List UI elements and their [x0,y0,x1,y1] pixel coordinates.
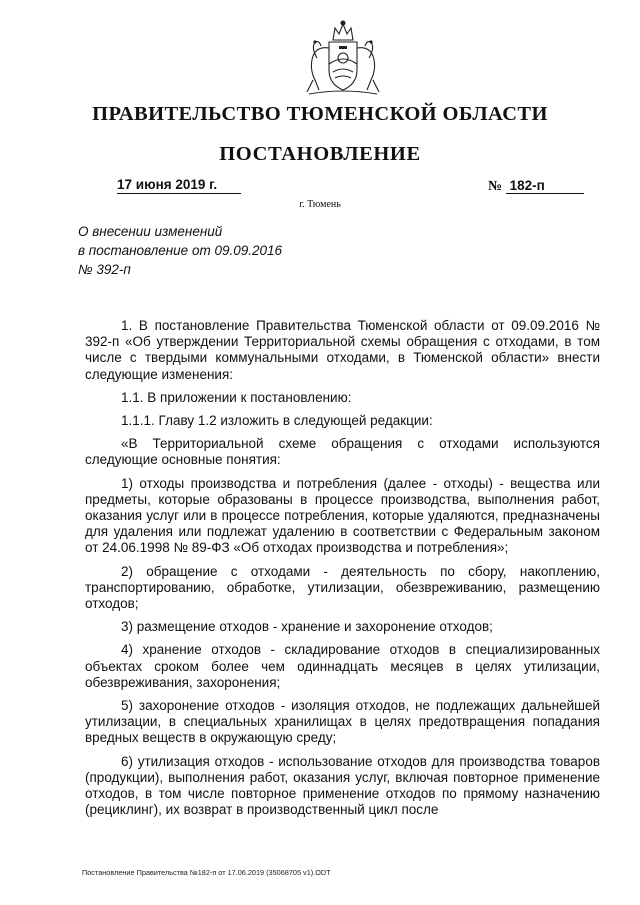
body-paragraph: 2) обращение с отходами - деятельность по сбору, накоплению, транспортированию, обработке, утилизации, обезвреживанию, размещению отходов; [85,563,600,612]
subject-line: № 392-п [78,262,131,277]
body-paragraph: 1. В постановление Правительства Тюменской области от 09.09.2016 № 392-п «Об утверждении Территориальной схемы обращения с отходами, в том числе с твердыми коммунальными отходами, в Тюменской области» внести следующие изменения: [85,318,600,382]
document-type-title: ПОСТАНОВЛЕНИЕ [219,143,421,165]
city-name: г. Тюмень [299,199,341,210]
document-number-field [488,178,584,195]
subject-line: в постановление от 09.09.2016 [78,243,283,258]
subject-line: О внесении изменений [78,224,223,239]
body-paragraph: 4) хранение отходов - складирование отходов в специализированных объектах сроком более чем одиннадцать месяцев в целях утилизации, обезвреживания, захоронения; [85,642,600,690]
body-paragraph: 6) утилизация отходов - использование отходов для производства товаров (продукции), выполнения работ, оказания услуг, включая повторное применение отходов, в том числе повторное применение отходов по прямому назначению (рециклинг), их возврат в производственный цикл после [85,753,600,818]
document-body [85,318,600,825]
body-paragraph: 5) захоронение отходов - изоляция отходов, не подлежащих дальнейшей утилизации, в специальных хранилищах в целях предотвращения попадания вредных веществ в окружающую среду; [85,698,600,746]
body-paragraph: «В Территориальной схеме обращения с отходами используются следующие основные понятия: [85,436,600,468]
document-date: 17 июня 2019 г. [117,177,241,194]
body-paragraph: 3) размещение отходов - хранение и захоронение отходов; [121,619,493,635]
document-subject [78,222,282,279]
body-paragraph: 1.1.1. Главу 1.2 изложить в следующей редакции: [121,413,433,429]
body-paragraph: 1) отходы производства и потребления (далее - отходы) - вещества или предметы, которые образованы в процессе производства, выполнения работ, оказания услуг или в процессе потребления, которые удаляются, предназначены для удаления или подлежат удалению в соответствии с Федеральным законом от 24.06.1998 № 89-ФЗ «Об отходах производства и потребления»; [85,475,600,556]
government-title: ПРАВИТЕЛЬСТВО ТЮМЕНСКОЙ ОБЛАСТИ [92,103,548,125]
footer-document-reference: Постановление Правительства №182-п от 17.06.2019 (35068705 v1).ODT [82,868,331,877]
number-sign: № [488,179,503,194]
document-number: 182-п [506,178,584,194]
coat-of-arms-icon [295,18,391,100]
body-paragraph: 1.1. В приложении к постановлению: [121,389,352,405]
